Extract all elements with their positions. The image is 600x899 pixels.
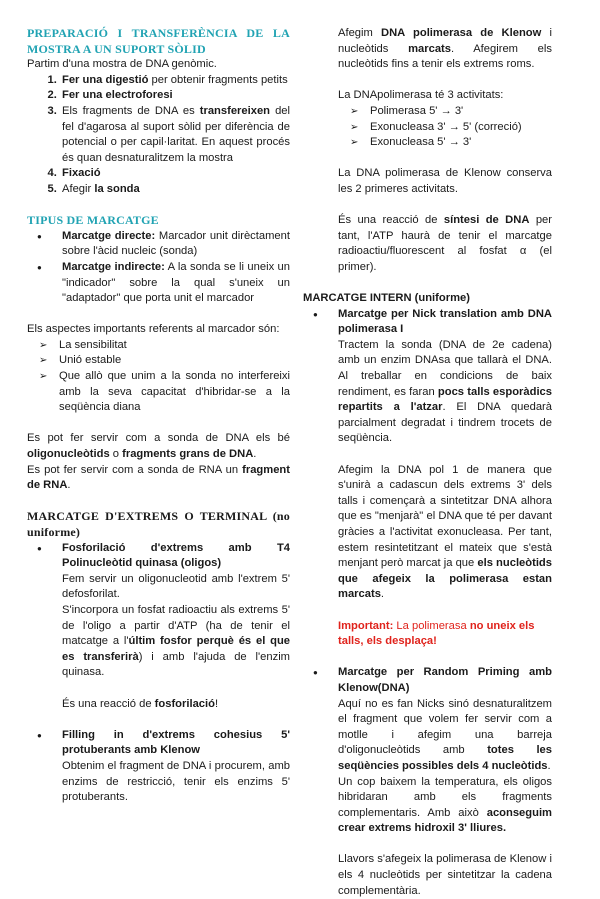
heading-marcatge-intern: MARCATGE INTERN (uniforme) bbox=[303, 292, 470, 305]
right-column bbox=[303, 26, 552, 899]
filling-list bbox=[27, 728, 290, 806]
method-text: Afegim la DNA pol 1 de manera que s'unirà a cadascun dels extrems 3' dels talls i començarà a sintetitzar DNA alhora que es "menjarà" el DNA que té per davant gràcies a l'activitat exonucleasa. Per tant, estem resintetitzant el mateix que s'està menjant però marcat ja que els nucleòtids que afegeix la polimerasa estan marcats. bbox=[338, 463, 552, 601]
heading-marcatge-extrems: MARCATGE D'EXTREMS O TERMINAL (no uniforme) bbox=[27, 509, 290, 539]
method-text: Fem servir un oligonucleotid amb l'extrem 5' defosforilat. bbox=[62, 572, 290, 601]
klenow-conserva-text: La DNA polimerasa de Klenow conserva les 2 primeres activitats. bbox=[338, 167, 552, 195]
list-item bbox=[27, 728, 290, 806]
klenow-text: Afegim DNA polimerasa de Klenow i nucleòtids marcats. Afegirem els nucleòtids fins a tenir els extrems roms. bbox=[338, 27, 553, 71]
activities-list bbox=[338, 104, 552, 151]
method-text: És una reacció de fosforilació! bbox=[62, 697, 219, 710]
method-title: ● Filling in d'extrems cohesius 5' protuberants amb Klenow bbox=[62, 728, 290, 757]
sintesi-text: És una reacció de síntesi de DNA per tant, l'ATP haurà de tenir el marcatge radioactiu/fluorescent al fosfat α (el primer). bbox=[338, 214, 552, 273]
step-item: 1. Fer una digestió per obtenir fragments petits bbox=[60, 73, 290, 89]
method-text: S'incorpora un fosfat radioactiu als extrems 5' de l'oligo a partir d'ATP (ha de tenir el matcatge a l'últim fosfor perquè és el que es transferirà) i amb l'ajuda de l'enzim quinasa. bbox=[62, 603, 291, 679]
aspects-intro: Els aspectes importants referents al marcador són: bbox=[27, 323, 280, 336]
step-item: 4. Fixació bbox=[60, 166, 290, 182]
klenow-block bbox=[303, 26, 552, 276]
list-item bbox=[303, 665, 552, 899]
step-item: 5. Afegir la sonda bbox=[60, 182, 290, 198]
heading-preparacio: PREPARACIÓ I TRANSFERÈNCIA DE LA MOSTRA A UN SUPORT SÒLID bbox=[27, 26, 290, 56]
important-note: Important: La polimerasa no uneix els talls, els desplaça! bbox=[338, 619, 535, 648]
activities-intro: La DNApolimerasa té 3 activitats: bbox=[338, 89, 504, 102]
method-title: ● Marcatge per Random Priming amb Klenow(DNA) bbox=[338, 666, 552, 694]
method-text: Aquí no es fan Nicks sinó desnaturalitzem el fragment que volem fer servir com a motlle i afegim una barreja d'oligonucleòtids amb totes les seqüències possibles dels 4 nucleòtids. bbox=[338, 697, 552, 772]
list-item: ➢ Exonucleasa 5' → 3' bbox=[338, 135, 552, 151]
method-title: ● Fosforilació d'extrems amb T4 Polinucleòtid quinasa (oligos) bbox=[62, 541, 290, 570]
aspects-list bbox=[27, 338, 290, 416]
list-item: ● Marcatge directe: Marcador unit dirèctament sobre l'àcid nucleic (sonda) bbox=[27, 229, 290, 260]
method-title: ● Marcatge per Nick translation amb DNA polimerasa I bbox=[338, 307, 552, 336]
list-item: ➢ Unió estable bbox=[27, 353, 290, 369]
method-text: Un cop baixem la temperatura, els oligos hibridaran amb els fragments complementaris. Amb això aconseguim crear extrems hidroxil 3' lliures. bbox=[338, 775, 552, 835]
list-item bbox=[303, 307, 552, 650]
method-text: Obtenim el fragment de DNA i procurem, amb enzims de restricció, tenir els enzims 5' protuberants. bbox=[62, 759, 290, 804]
method-text: Llavors s'afegeix la polimerasa de Klenow i els 4 nucleòtids per sintetitzar la cadena complementària. bbox=[338, 853, 552, 897]
end-labeling-list bbox=[27, 541, 290, 713]
intro-text: Partim d'una mostra de DNA genòmic. bbox=[27, 58, 217, 71]
marking-types-list bbox=[27, 229, 290, 307]
left-column bbox=[27, 26, 290, 806]
list-item: ➢ Polimerasa 5' → 3' bbox=[338, 104, 552, 120]
rna-probe-text: Es pot fer servir com a sonda de RNA un fragment de RNA. bbox=[27, 463, 290, 492]
list-item: ➢ Exonucleasa 3' → 5' (correció) bbox=[338, 120, 552, 136]
dna-probe-text: Es pot fer servir com a sonda de DNA els bé oligonucleòtids o fragments grans de DNA. bbox=[27, 432, 290, 461]
heading-tipus-marcatge: TIPUS DE MARCATGE bbox=[27, 213, 159, 228]
list-item: ● Marcatge indirecte: A la sonda se li uneix un "indicador" sobre la qual s'uneix un "adaptador" que porta unit el marcador bbox=[27, 260, 290, 307]
step-item: 3. Els fragments de DNA es transfereixen del fel d'agarosa al suport sòlid per diferència de potencial o per capil·laritat. En aquest procés és quan desnaturalitzem la mostra bbox=[60, 104, 290, 166]
list-item bbox=[27, 541, 290, 713]
random-priming-list bbox=[303, 665, 552, 899]
list-item: ➢ Que allò que unim a la sonda no interfereixi amb la seva capacitat d'hibridar-se a la seqüència diana bbox=[27, 369, 290, 416]
preparation-steps bbox=[27, 73, 290, 198]
internal-labeling-list bbox=[303, 307, 552, 650]
method-text: Tractem la sonda (DNA de 2e cadena) amb un enzim DNAsa que tallarà el DNA. Al treballar en condicions de baix rendiment, es faran pocs talls esporàdics repartits a l'atzar. El DNA quedarà parcialment degradat i tindrem trocets de seqüència. bbox=[338, 338, 552, 445]
list-item: ➢ La sensibilitat bbox=[27, 338, 290, 354]
step-item: 2. Fer una electroforesi bbox=[60, 88, 290, 104]
